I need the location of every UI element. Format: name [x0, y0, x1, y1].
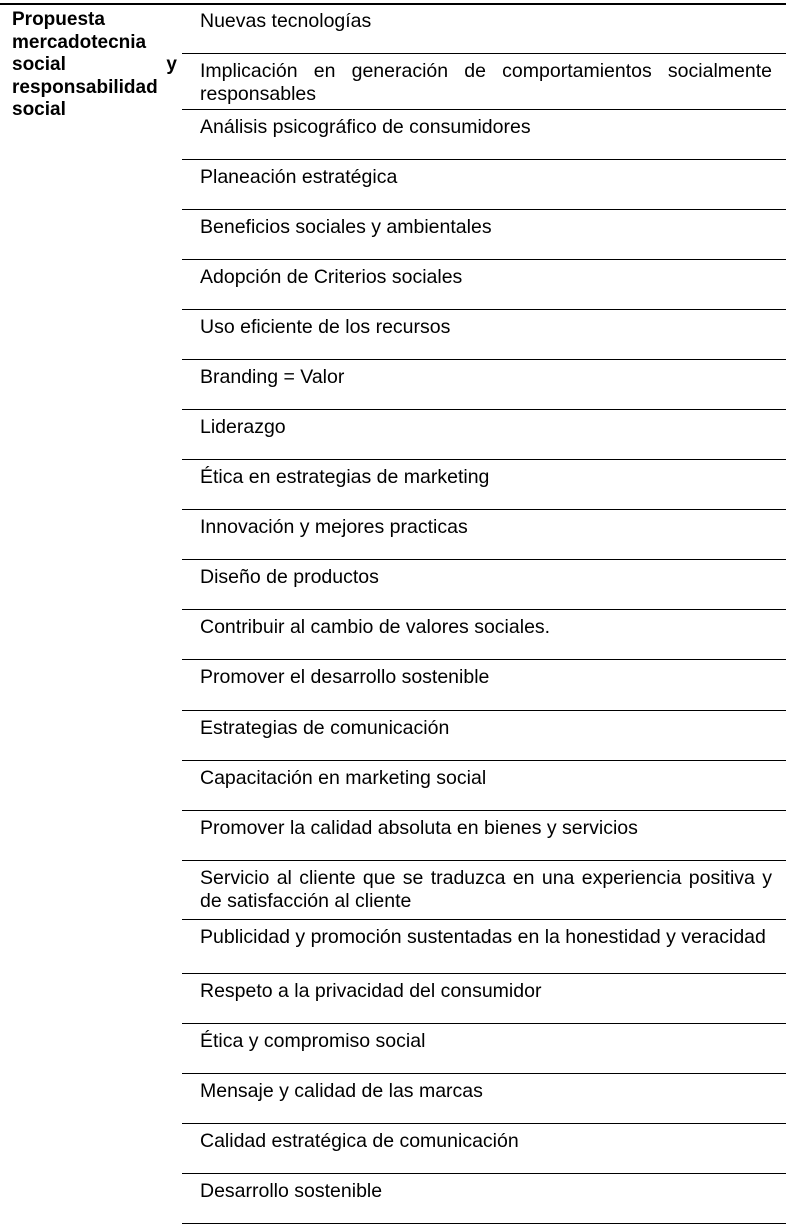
list-item-text: Capacitación en marketing social	[200, 767, 487, 789]
list-item	[182, 260, 786, 310]
list-item	[182, 310, 786, 360]
list-item-text: Nuevas tecnologías	[200, 10, 372, 32]
item-list	[182, 4, 786, 1224]
list-item	[182, 811, 786, 861]
list-item-text: Implicación en generación de comportamientos socialmente responsables	[200, 60, 772, 105]
table-row-heading: Propuesta mercadotecnia social y responsabilidad social	[12, 9, 177, 120]
list-item-text: Diseño de productos	[200, 566, 379, 588]
list-item-text: Ética en estrategias de marketing	[200, 466, 490, 488]
list-item-text: Calidad estratégica de comunicación	[200, 1130, 519, 1152]
list-item	[182, 110, 786, 160]
list-item	[182, 1174, 786, 1224]
list-item-text: Mensaje y calidad de las marcas	[200, 1080, 483, 1102]
list-item-text: Publicidad y promoción sustentadas en la honestidad y veracidad	[200, 926, 766, 948]
list-item-text: Beneficios sociales y ambientales	[200, 216, 492, 238]
list-item	[182, 4, 786, 54]
list-item-text: Estrategias de comunicación	[200, 717, 450, 739]
list-item-text: Uso eficiente de los recursos	[200, 316, 451, 338]
list-item-text: Planeación estratégica	[200, 166, 398, 188]
list-item-text: Contribuir al cambio de valores sociales.	[200, 616, 551, 638]
list-item	[182, 1124, 786, 1174]
list-item-text: Branding = Valor	[200, 366, 345, 388]
list-item-text: Respeto a la privacidad del consumidor	[200, 980, 542, 1002]
list-item	[182, 510, 786, 560]
list-item-text: Promover la calidad absoluta en bienes y servicios	[200, 817, 638, 839]
list-item	[182, 160, 786, 210]
list-item-text: Innovación y mejores practicas	[200, 516, 468, 538]
list-item	[182, 861, 786, 920]
list-item	[182, 761, 786, 811]
list-item-text: Análisis psicográfico de consumidores	[200, 116, 531, 138]
list-item-text: Ética y compromiso social	[200, 1030, 426, 1052]
list-item	[182, 660, 786, 711]
list-item	[182, 1074, 786, 1124]
list-item	[182, 1024, 786, 1074]
list-item	[182, 711, 786, 761]
list-item-text: Liderazgo	[200, 416, 286, 438]
list-item	[182, 610, 786, 660]
list-item	[182, 920, 786, 974]
list-item	[182, 560, 786, 610]
list-item-text: Adopción de Criterios sociales	[200, 266, 463, 288]
list-item	[182, 410, 786, 460]
list-item-text: Servicio al cliente que se traduzca en una experiencia positiva y de satisfacción al cliente	[200, 867, 772, 912]
list-item-text: Promover el desarrollo sostenible	[200, 666, 490, 688]
list-item	[182, 210, 786, 260]
list-item-text: Desarrollo sostenible	[200, 1180, 383, 1202]
list-item	[182, 460, 786, 510]
list-item	[182, 360, 786, 410]
list-item	[182, 974, 786, 1024]
list-item	[182, 54, 786, 110]
